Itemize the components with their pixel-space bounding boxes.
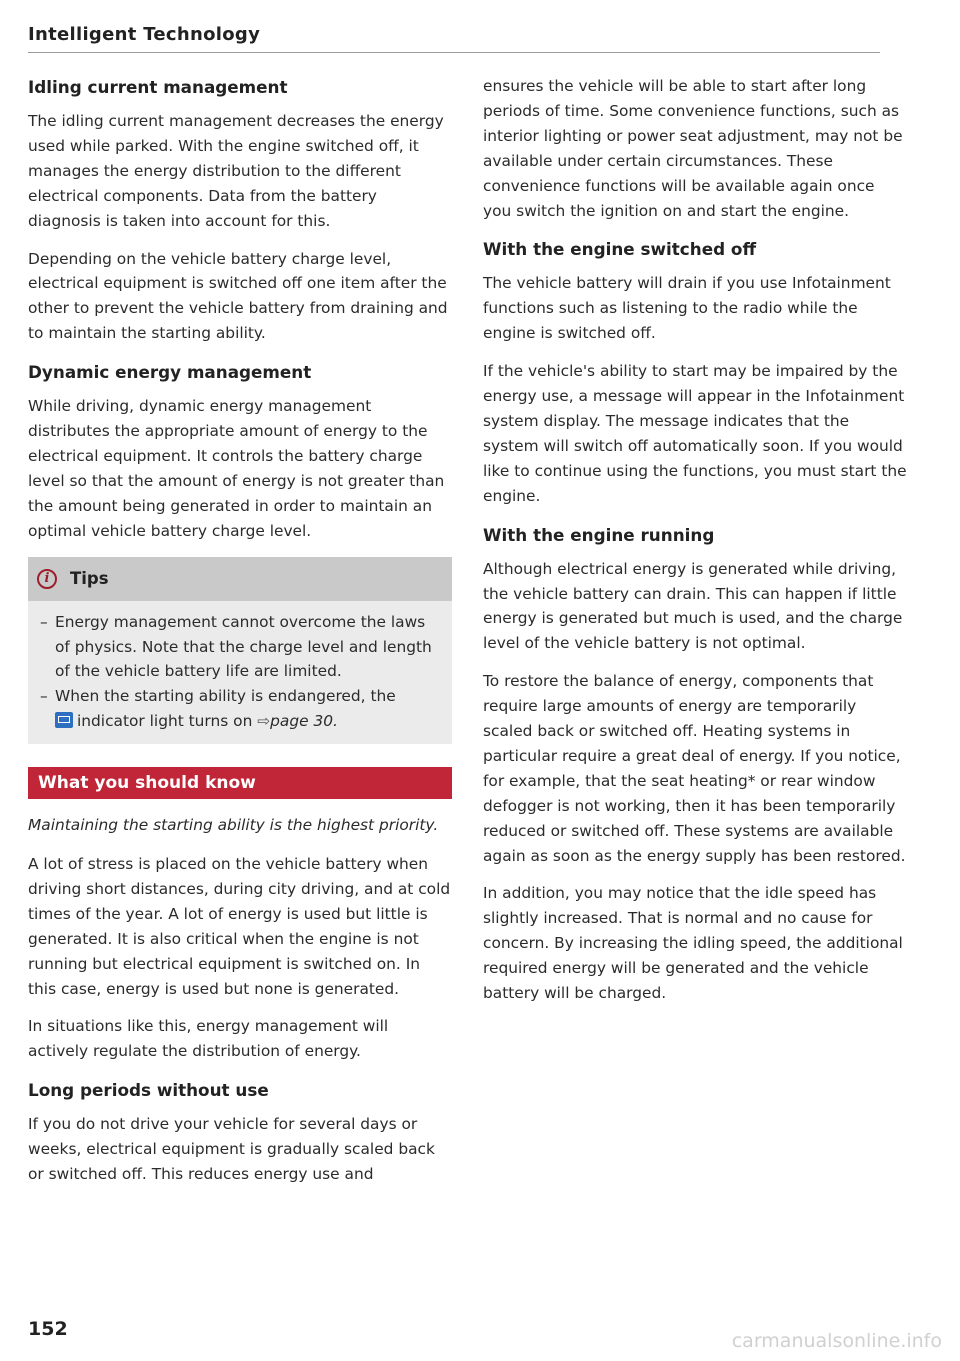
heading-engine-off: With the engine switched off (483, 239, 757, 260)
section-paragraph-2: In situations like this, energy management will actively regulate the distribution of energy. (28, 1017, 389, 1061)
dynamic-paragraph-1: While driving, dynamic energy management distributes the appropriate amount of energy to the electrical equipment. It controls the battery charge level so that the amount of energy is not greater than the amount being generated in order to maintain an optimal vehicle battery charge level. (28, 397, 445, 540)
watermark: carmanualsonline.info (731, 1330, 942, 1352)
engine-running-paragraph-3: In addition, you may notice that the idle speed has slightly increased. That is normal and no cause for concern. By increasing the idling speed, the additional required energy will be generated and the vehicle battery will be charged. (483, 884, 903, 1003)
engine-off-paragraph-1: The vehicle battery will drain if you use Infotainment functions such as listening to the radio while the engine is switched off. (483, 274, 891, 343)
right-column (483, 74, 907, 1019)
info-circle-icon: i (37, 569, 57, 589)
idling-paragraph-2: Depending on the vehicle battery charge level, electrical equipment is switched off one item after the other to prevent the vehicle battery from draining and to maintain the starting ability. (28, 249, 448, 343)
tips-box (28, 557, 452, 745)
engine-running-paragraph-2: To restore the balance of energy, components that require large amounts of energy are temporarily scaled back or switched off. Heating systems in particular require a great deal of energy. If you notice, for example, that the seat heating* or rear window defogger is not working, then it has been temporarily reduced or switched off. These systems are available again as soon as the energy supply has been restored. (483, 672, 906, 865)
section-lead: Maintaining the starting ability is the highest priority. (28, 816, 439, 835)
engine-running-paragraph-1: Although electrical energy is generated while driving, the vehicle battery can drain. This can happen if little energy is generated but much is used, and the charge level of the vehicle battery is not optimal. (483, 559, 903, 653)
idling-paragraph-1: The idling current management decreases the energy used while parked. With the engine switched off, it manages the energy distribution to the different electrical components. Data from the battery diagnosis is taken into account for this. (28, 112, 444, 230)
left-column (28, 74, 452, 1200)
heading-dynamic: Dynamic energy management (28, 362, 312, 383)
tips-label: Tips (70, 569, 109, 589)
engine-off-paragraph-2: If the vehicle's ability to start may be impaired by the energy use, a message will appear in the Infotainment system display. The message indicates that the system will switch off automatically soon. If you would like to continue using the functions, you must start the engine. (483, 362, 907, 505)
tips-list (28, 610, 452, 735)
long-periods-paragraph-1: If you do not drive your vehicle for several days or weeks, electrical equipment is gradually scaled back or switched off. This reduces energy use and (28, 1115, 435, 1184)
heading-idling: Idling current management (28, 77, 288, 97)
page-ref-arrow-icon: ⇨ (257, 712, 271, 731)
continued-paragraph: ensures the vehicle will be able to start after long periods of time. Some convenience functions, such as interior lighting or power seat adjustment, may not be available under certain circumstances. These convenience functions will be available again once you switch the ignition on and start the engine. (483, 77, 903, 220)
tips-item-2-suffix: indicator light turns on (77, 712, 253, 731)
battery-warning-icon (55, 712, 73, 728)
running-header: Intelligent Technology (28, 24, 261, 45)
section-title-bar: What you should know (28, 767, 452, 799)
heading-engine-running: With the engine running (483, 524, 715, 545)
tips-item-1: – Energy management cannot overcome the laws of physics. Note that the charge level and length of the vehicle battery life are limited. (40, 610, 440, 685)
tips-header (28, 557, 452, 601)
page-number: 152 (28, 1318, 68, 1340)
page-reference-link[interactable]: page 30. (270, 712, 338, 731)
tips-item-2-text: When the starting ability is endangered, the (55, 687, 396, 706)
heading-long-periods: Long periods without use (28, 1080, 269, 1101)
tips-item-2 (40, 684, 440, 734)
header-divider (28, 52, 880, 53)
section-paragraph-1: A lot of stress is placed on the vehicle battery when driving short distances, during city driving, and at cold times of the year. A lot of energy is used but little is generated. It is also critical when the engine is not running but electrical equipment is switched on. In this case, energy is used but none is generated. (28, 855, 451, 998)
